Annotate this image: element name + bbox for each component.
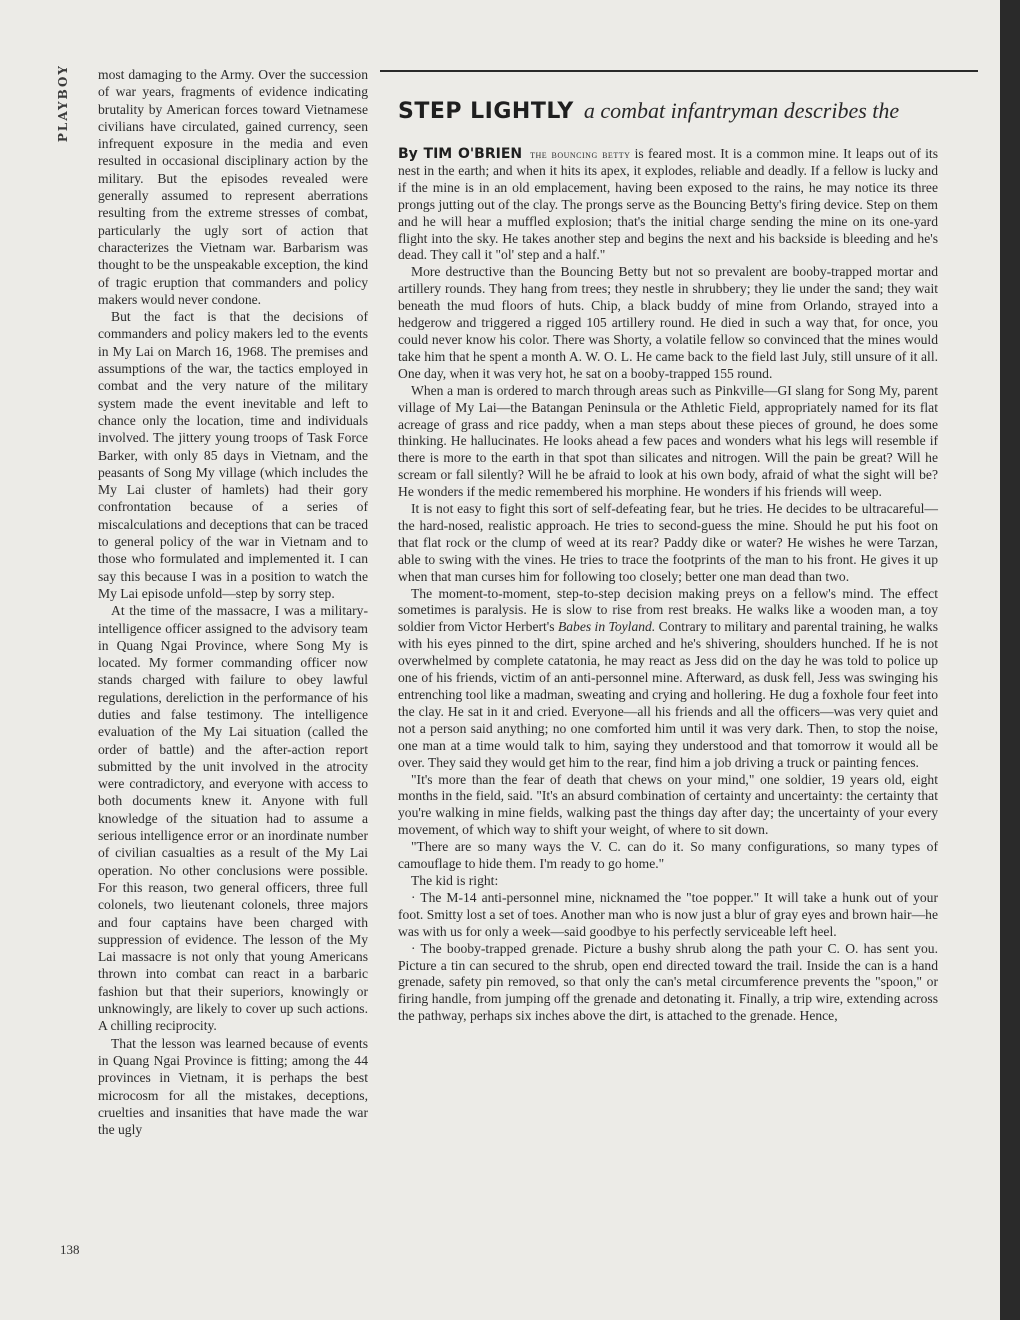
lead-in: the bouncing betty [530,147,631,161]
page-number: 138 [60,1242,80,1257]
body-paragraph: More destructive than the Bouncing Betty but not so prevalent are booby-trapped mortar and artillery rounds. They hang from trees; they nestle in shrubbery; they lie under the sand; they wait beneath the mud floors of huts. Chip, a black buddy of mine from Orlando, strayed into a hedgerow and triggered a rigged 105 artillery round. He died in such a way that, for once, you could never know his color. There was Shorty, a volatile fellow so convinced that the mines would take him that he spent a month A. W. O. L. He came back to the field last July, still unsure of it all. One day, when it was very hot, he sat on a booby-trapped 155 round. [398,264,938,381]
body-text: The moment-to-moment, step-to-step decision making preys on a fellow's mind. The effect sometimes is paralysis. He is slow to rise from rest breaks. He walks like a wooden man, a toy soldier from Victor Herbert's [398,585,938,635]
headline-deck: a combat infantryman describes the [583,98,900,123]
body-paragraph: "There are so many ways the V. C. can do it. So many configurations, so many types of camouflage to hide them. I'm ready to go home." [398,839,938,872]
right-column [398,146,938,1025]
left-paragraph: But the fact is that the decisions of commanders and policy makers led to the events in My Lai on March 16, 1968. The premises and assumptions of the war, the tactics employed in combat and the very nature of the military system made the event inevitable and left to chance only the location, time and individuals involved. The jittery young troops of Task Force Barker, with only 85 days in Vietnam, and the peasants of Song My village (which includes the My Lai cluster of hamlets) had their gory confrontation because of a series of miscalculations and deceptions that can be traced to general policy of the war in Vietnam and to those who formulated and implemented it. I can say this because I was in a position to watch the My Lai episode unfold—step by sorry step. [98,309,368,601]
left-paragraph: most damaging to the Army. Over the succession of war years, fragments of evidence indicating brutality by American forces toward Vietnamese civilians have circulated, gained currency, seen infrequent exposure in the media and even resulted in occasional disciplinary action by the military. But the episodes revealed were generally assumed to represent aberrations resulting from the extreme stresses of combat, particularly the ugly sort of action that characterizes the Vietnam war. Barbarism was thought to be the unspeakable exception, the kind of tragic eruption that commanders and policy makers would never condone. [98,67,368,307]
body-paragraph: The kid is right: [411,872,499,888]
body-paragraph: "It's more than the fear of death that chews on your mind," one soldier, 19 years old, eight months in the field, said. "It's an absurd combination of certainty and uncertainty: the certainty that you're walking in mine fields, walking past the things day after day; the uncertainty of your every movement, of which way to shift your weight, of where to sit down. [398,771,938,838]
body-paragraph [398,586,938,772]
body-text: Contrary to military and parental training, he walks with his eyes pinned to the dirt, spine arched and he's shivering, shoulders hunched. If he is not overwhelmed by complete catatonia, he may react as Jess did on the day he was told to police up one of his friends, victim of an anti-personnel mine. Afterward, as dusk fell, Jess was swinging his entrenching tool like a madman, sweating and crying and hollering. He dug a foxhole four feet into the clay. He sat in it and cried. Everyone—all his friends and all the officers—was very quiet and not a person said anything; no one comforted him until it was very dark. Then, to stop the noise, one man at a time would talk to him, saying they understood and that tomorrow it would all be over. They said they would get him to the rear, find him a job driving a truck or painting fences. [398,619,938,770]
byline: By TIM O'BRIEN [398,146,523,162]
body-paragraph: It is not easy to fight this sort of self-defeating fear, but he tries. He decides to be ultracareful—the hard-nosed, realistic approach. He tries to second-guess the mine. Should he put his foot on that flat rock or the clump of weed at its rear? Paddy dike or water? He wishes he were Tarzan, able to swing with the vines. He tries to trace the footprints of the man to his front. He gives it up when that man curses him for following too closely; better one man dead than two. [398,501,938,584]
body-paragraph: · The booby-trapped grenade. Picture a bushy shrub along the path your C. O. has sent you. Picture a tin can secured to the shrub, open end directed toward the trail. Inside the can is a hand grenade, safety pin removed, so that only the can's metal circumference prevents the "spoon," or firing handle, from jumping off the grenade and detonating it. Finally, a trip wire, extending across the pathway, perhaps six inches above the dirt, is attached to the grenade. Hence, [398,940,938,1024]
italic-title: Babes in Toyland. [557,619,656,635]
body-paragraph: · The M-14 anti-personnel mine, nicknamed the "toe popper." It will take a hunk out of your foot. Smitty lost a set of toes. Another man who is now just a blur of gray eyes and brown hair—he was with us for only a week—said goodbye to his perfectly serviceable left heel. [398,889,938,939]
lead-paragraph [398,146,938,264]
headline-title: STEP LIGHTLY [398,99,574,124]
masthead: PLAYBOY [56,64,70,143]
left-paragraph: At the time of the massacre, I was a military-intelligence officer assigned to the advisory team in Quang Ngai Province, where Song My is located. My former commanding officer now stands charged with failure to obey lawful regulations, dereliction in the performance of his duties and false testimony. The intelligence evaluation of the My Lai situation (called the order of battle) and the after-action report submitted by the unit involved in the atrocity were contradictory, and everyone with access to both documents knew it. Anyone with full knowledge of the situation had to assume a serious intelligence error or an inordinate number of civilian casualties as a result of the My Lai operation. No other conclusions were possible. For this reason, two general officers, three full colonels, two lieutenant colonels, three majors and four captains have been charged with suppression of evidence. The lesson of the My Lai massacre is not only that young Americans thrown into combat can react in a barbaric fashion but that their superiors, knowingly or unknowingly, are likely to cover up such actions. A chilling reciprocity. [98,603,368,1034]
article-headline [398,98,978,124]
header-rule [380,70,978,72]
body-paragraph: When a man is ordered to march through areas such as Pinkville—GI slang for Song My, parent village of My Lai—the Batangan Peninsula or the Athletic Field, appropriately named for its flat acreage of grass and rice paddy, when a man steps about these pieces of ground, he does some thinking. He hallucinates. He looks ahead a few paces and wonders what his legs will resemble if there is more to the earth in that spot than silicates and nitrogen. Will the pain be great? Will he scream or fall silently? Will he be afraid to look at his own body, afraid of what the sight will be? He wonders if the medic remembered his morphine. He wonders if his friends will weep. [398,382,938,500]
left-column [98,66,368,1138]
lead-text: is feared most. It is a common mine. It leaps out of its nest in the earth; and when it hits its apex, it explodes, reliable and deadly. If a fellow is lucky and if the mine is in an old emplacement, having been exposed to the rains, he may notice its three prongs jutting out of the clay. The prongs serve as the Bouncing Betty's firing device. Step on them and he will hear a muffled explosion; that's the initial charge sending the mine on its one-yard flight into the sky. He takes another step and begins the next and his backside is bleeding and he's dead. They call it "ol' step and a half." [398,146,938,263]
left-paragraph: That the lesson was learned because of events in Quang Ngai Province is fitting; among the 44 provinces in Vietnam, it is perhaps the best microcosm for all the mistakes, deceptions, cruelties and insanities that have made the war the ugly [98,1035,368,1138]
